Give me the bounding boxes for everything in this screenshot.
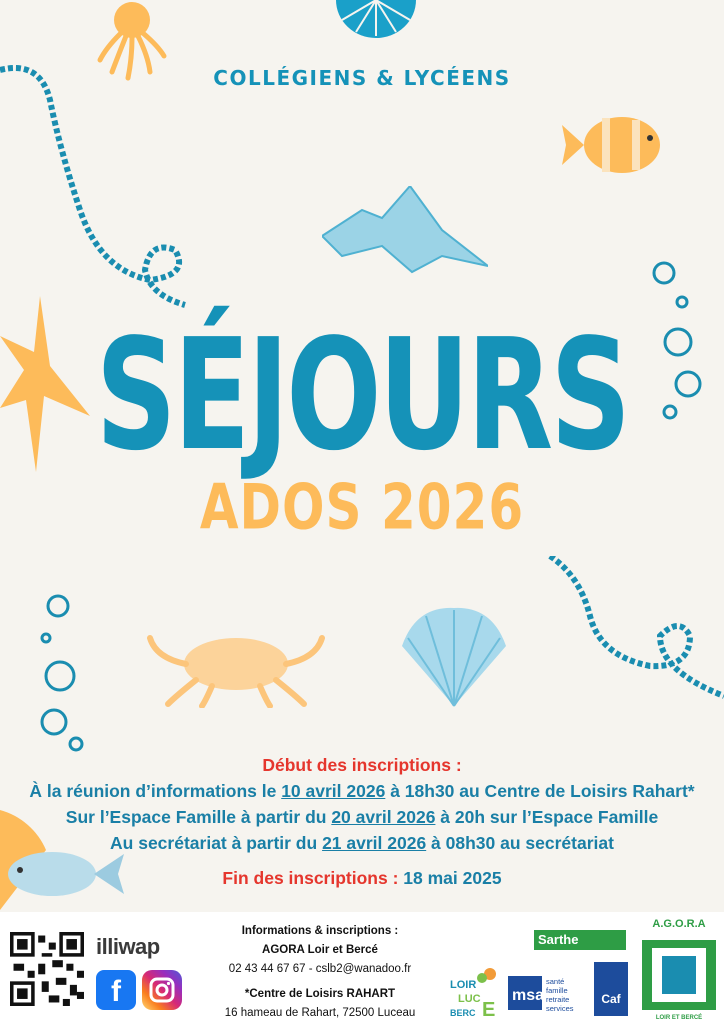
contact-block (200, 922, 440, 1023)
bubbles-left-icon (38, 592, 88, 762)
qr-code-icon (10, 932, 84, 1006)
svg-text:BERC: BERC (450, 1008, 476, 1018)
inscription-line-3 (0, 830, 724, 856)
line-1-post: à 18h30 au Centre de Loisirs Rahart* (385, 781, 695, 801)
end-label: Fin des inscriptions : (222, 868, 399, 888)
svg-text:msa: msa (512, 987, 545, 1004)
loir-luce-berce-logo (448, 966, 500, 1018)
org-name: AGORA Loir et Bercé (262, 944, 378, 956)
rope-left-icon (0, 60, 190, 310)
crab-icon (146, 618, 326, 708)
line-2-date: 20 avril 2026 (331, 807, 436, 827)
main-title: SÉJOURS (95, 305, 629, 485)
inscriptions-heading: Début des inscriptions : (262, 755, 462, 775)
clownfish-icon (562, 100, 672, 190)
footer (0, 912, 724, 1024)
instagram-icon[interactable] (142, 970, 182, 1010)
line-2-pre: Sur l’Espace Famille à partir du (65, 807, 332, 827)
msa-line-1: santé (546, 977, 565, 986)
agora-bottom: LOIR ET BERCÉ (655, 1015, 703, 1021)
facebook-icon[interactable]: f (96, 970, 136, 1010)
contact-heading: Informations & inscriptions : (241, 925, 399, 937)
msa-line-2: famille (546, 986, 568, 995)
centre-label: *Centre de Loisirs RAHART (244, 988, 396, 1000)
line-2-post: à 20h sur l’Espace Famille (435, 807, 659, 827)
sun-shell-icon (336, 0, 416, 40)
line-1-date: 10 avril 2026 (281, 781, 386, 801)
inscriptions-block (0, 752, 724, 891)
audience-subtitle: COLLÉGIENS & LYCÉENS (213, 66, 511, 90)
sarthe-logo: Sarthe (534, 930, 626, 950)
mountain-icon (322, 186, 488, 286)
agora-logo (642, 918, 716, 1020)
centre-address: 16 hameau de Rahart, 72500 Luceau (224, 1007, 416, 1019)
agora-name: A.G.O.R.A (652, 918, 706, 930)
end-date: 18 mai 2025 (398, 868, 502, 888)
illiwap-logo[interactable]: illiwap (96, 934, 160, 959)
inscription-line-1 (0, 778, 724, 804)
scallop-shell-icon (396, 606, 512, 710)
svg-text:LUC: LUC (458, 993, 481, 1005)
msa-line-4: services (546, 1004, 574, 1012)
caf-logo (594, 962, 628, 1016)
line-3-date: 21 avril 2026 (322, 833, 427, 853)
line-3-post: à 08h30 au secrétariat (426, 833, 614, 853)
msa-logo (508, 974, 592, 1012)
caf-label: Caf (601, 992, 621, 1006)
line-1-pre: À la réunion d’informations le (29, 781, 282, 801)
phone-email: 02 43 44 67 67 - cslb2@wanadoo.fr (228, 963, 412, 975)
inscription-line-2 (0, 804, 724, 830)
line-3-pre: Au secrétariat à partir du (110, 833, 323, 853)
rope-right-icon (540, 556, 724, 706)
end-of-inscriptions (0, 865, 724, 891)
msa-line-3: retraite (546, 995, 570, 1004)
sub-title: ADOS 2026 (199, 471, 525, 544)
svg-text:E: E (482, 999, 496, 1018)
svg-text:LOIR: LOIR (450, 979, 477, 991)
